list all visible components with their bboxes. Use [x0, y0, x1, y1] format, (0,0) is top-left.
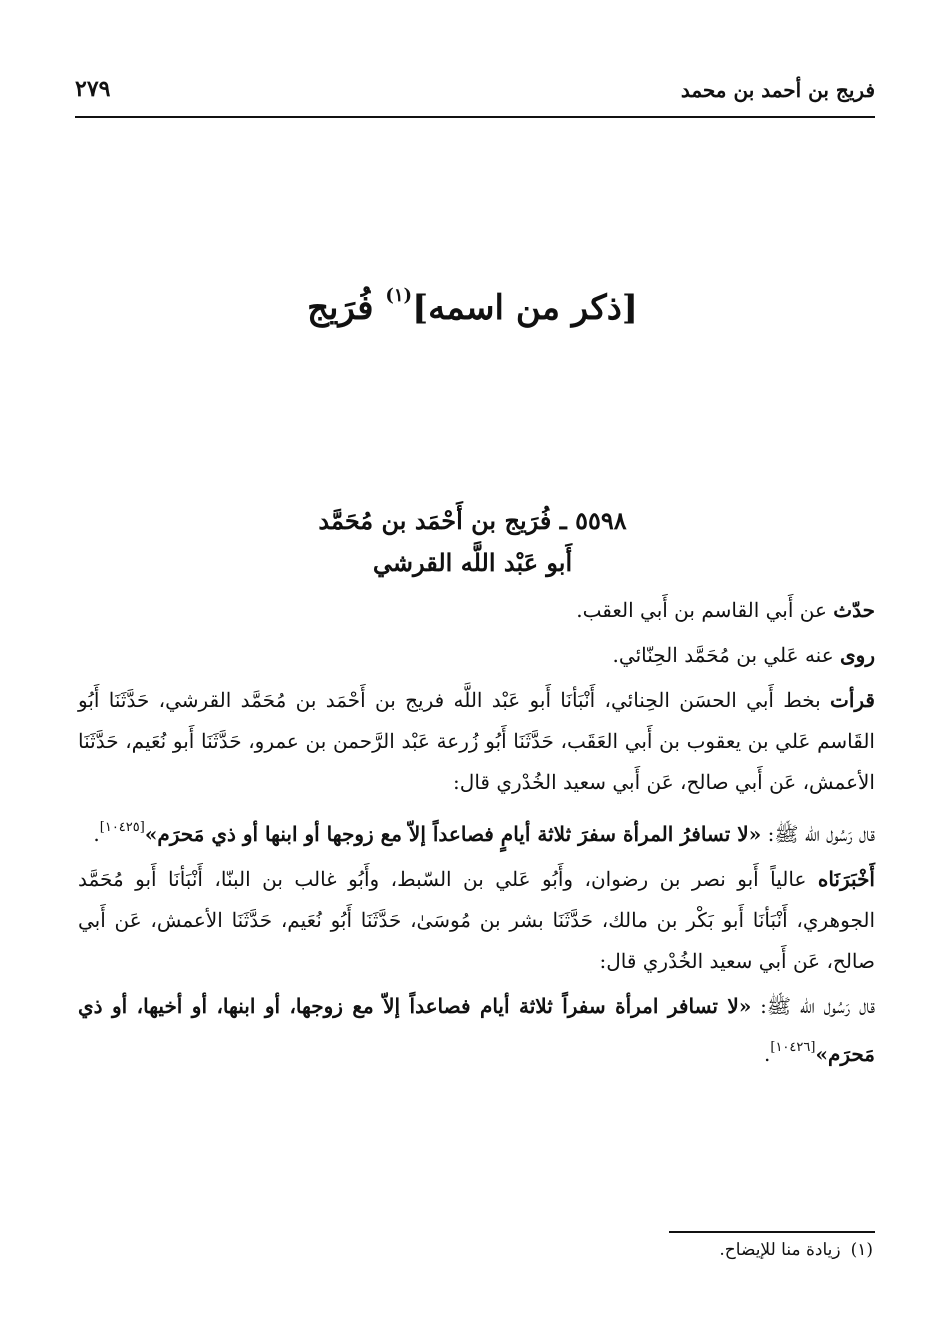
page-number: ٢٧٩ [75, 76, 111, 102]
entry-heading-line1: ٥٥٩٨ ـ فُرَيج بن أَحْمَد بن مُحَمَّد [318, 506, 627, 535]
paragraph-text: عنه عَلي بن مُحَمَّد الحِنّائي. [612, 643, 841, 667]
paragraph-narration [78, 590, 875, 631]
footnote [719, 1240, 873, 1260]
paragraph-hadith-2: قال رَسُول الله ﷺ: «لا تسافر امرأة سفراً ثلاثة أيام فصاعداً إلاّ مع زوجها، أو ابنها، أو أخيها، أو ذي مَحرَم»[١٠٤٢٦]. [78, 994, 876, 1066]
paragraph-narrators [78, 635, 875, 676]
paragraph-hadith-1: قال رَسُول الله ﷺ: «لا تسافرُ المرأة سفرَ ثلاثة أيامٍ فصاعداً إلاّ مع زوجها أو ابنها أو ذي مَحرَم»[١٠٤٢٥]. [93, 820, 875, 846]
hadith-text: «لا تسافر امرأة سفراً ثلاثة أيام فصاعداً إلاّ مع زوجها، أو ابنها، أو أخيها، أو ذي مَحرَم» [78, 994, 875, 1066]
header-title: فريج بن أحمد بن محمد [680, 78, 875, 102]
body-text [78, 590, 875, 1079]
paragraph-isnad-2 [78, 859, 875, 982]
paragraph-text: عن أَبي القاسم بن أَبي العقب. [576, 598, 834, 622]
footnote-divider [669, 1231, 875, 1233]
hadith-text: «لا تسافرُ المرأة سفرَ ثلاثة أيامٍ فصاعداً إلاّ مع زوجها أو ابنها أو ذي مَحرَم» [144, 822, 762, 846]
footnote-text: زيادة منا للإيضاح. [719, 1240, 841, 1260]
paragraph-text: عالياً أَبو نصر بن رضوان، وأَبُو عَلي بن السّبط، وأَبُو غالب بن البنّا، أَنْبَأنَا أَبو مُحَمَّد الجوهري، أَنْبَأنَا أَبو بَكْر بن مالك، حَدَّثَنَا بشر بن مُوسَىٰ، حَدَّثَنَا أَبُو نُعَيم، حَدَّثَنَا الأعمش، عَن أَبي صالح، عَن أَبي سعيد الخُدْري قال: [78, 867, 875, 973]
section-title [0, 285, 945, 328]
section-title-text: [ذكر من اسمه] [412, 288, 638, 328]
hadith-reference: [١٠٤٢٥] [99, 820, 145, 835]
hadith-reference: [١٠٤٢٦] [770, 1040, 816, 1055]
footnote-marker: (١) [385, 285, 413, 306]
section-name: فُرَيج [307, 288, 374, 328]
entry-heading [0, 500, 945, 584]
paragraph-text: قال رَسُول الله ﷺ: [751, 994, 876, 1018]
footnote-number: (١) [850, 1240, 873, 1260]
paragraph-isnad-1 [78, 680, 875, 803]
paragraph-lead: حدّث [833, 598, 875, 622]
paragraph-lead: روى [840, 643, 875, 667]
paragraph-lead: أَخْبَرَنَاه [817, 867, 875, 891]
paragraph-text: قال رَسُول الله ﷺ: [761, 822, 875, 846]
paragraph-lead: قرأت [830, 688, 875, 712]
paragraph-text: بخط أَبي الحسَن الحِنائي، أَنْبَأنَا أَبو عَبْد اللَّه فريج بن أَحْمَد بن مُحَمَّد القرشي، حَدَّثَنَا أَبُو القَاسم عَلي بن يعقوب بن أَبي العَقَب، حَدَّثَنَا أَبُو زُرعة عَبْد الرَّحمن بن عمرو، حَدَّثَنَا أَبو نُعَيم، حَدَّثَنَا الأعمش، عَن أَبي صالح، عَن أَبي سعيد الخُدْري قال: [78, 688, 875, 794]
running-header [75, 70, 875, 118]
entry-heading-line2: أَبو عَبْد اللَّه القرشي [372, 548, 573, 577]
